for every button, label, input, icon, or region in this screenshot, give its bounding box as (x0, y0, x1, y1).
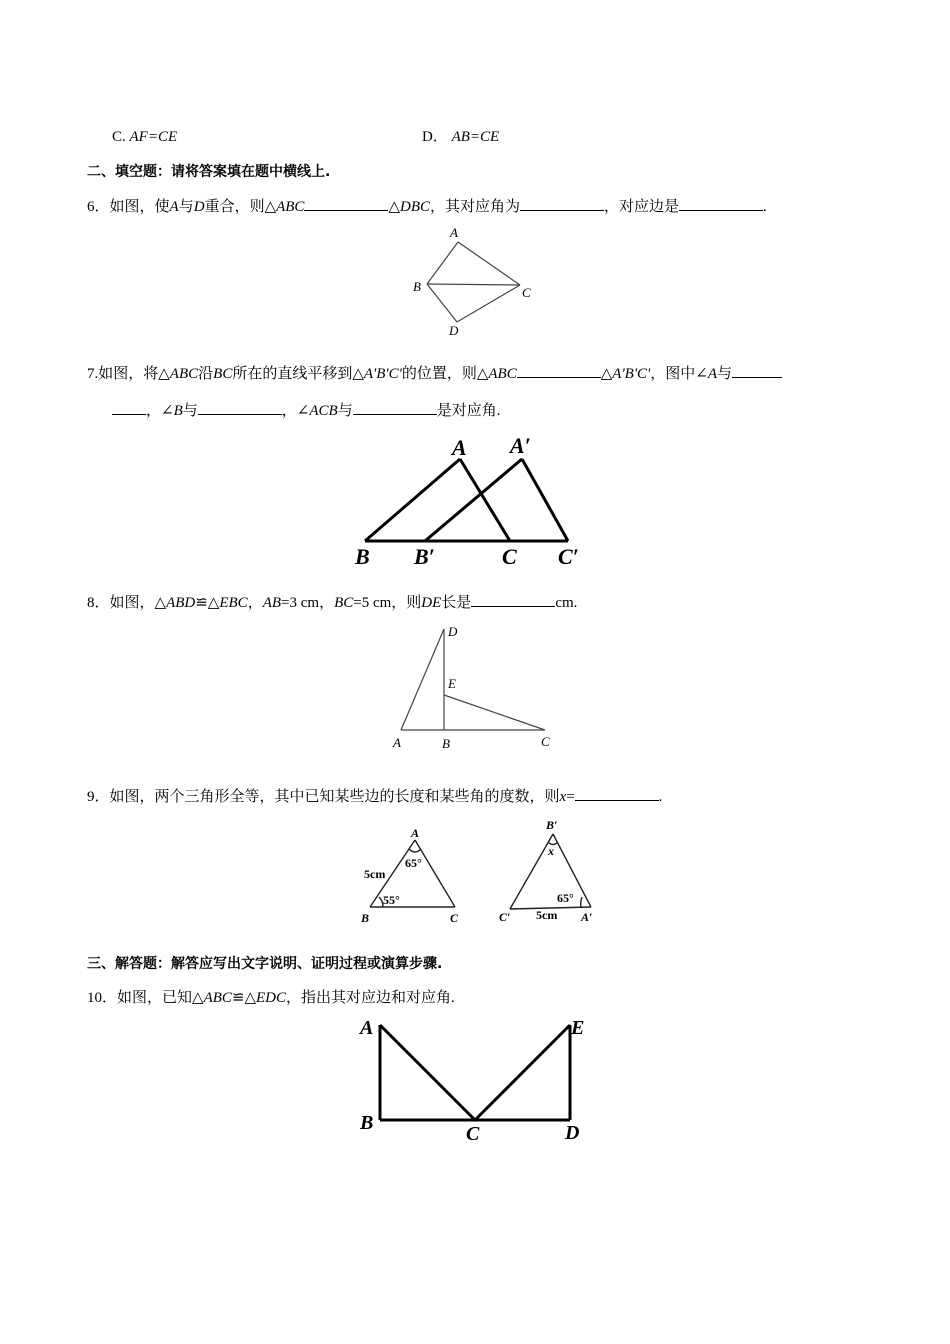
answer-blank[interactable] (732, 363, 782, 378)
var: ABC (276, 199, 305, 215)
side-length-left: 5cm (364, 867, 386, 881)
text: 与 (178, 199, 194, 215)
label-D: D (565, 1122, 580, 1144)
text: 长是 (441, 595, 472, 611)
text: ，指出其对应边和对应角. (286, 990, 455, 1006)
angle-A-prime-value: 65° (557, 891, 574, 905)
question-7-text-line-2 (112, 400, 500, 421)
angle-B-value: 55° (383, 893, 400, 907)
question-number: 8． (87, 595, 110, 611)
var: A'B'C' (612, 366, 651, 382)
var: A'B'C' (363, 366, 402, 382)
label-D: D (449, 323, 459, 338)
var: ABC (169, 366, 199, 382)
label-B-prime: B′ (414, 544, 435, 569)
var: EDC (256, 990, 287, 1006)
var: DE (421, 595, 442, 611)
answer-blank[interactable] (575, 786, 659, 801)
figure-q9 (355, 815, 605, 930)
question-number: 7. (87, 366, 99, 382)
option-text: AB=CE (451, 129, 500, 145)
text: ，其对应角为 (430, 199, 521, 215)
label-C-prime: C′ (499, 910, 511, 924)
text: 如图，两个三角形全等，其中已知某些边的长度和某些角的度数，则 (109, 789, 560, 805)
var: A (169, 199, 179, 215)
var: ABD (166, 595, 196, 611)
text: cm. (555, 595, 578, 611)
var: ABC (203, 990, 232, 1006)
text: 的位置，则△ (401, 366, 489, 382)
section-heading-solve: 三、解答题：解答应写出文字说明、证明过程或演算步骤. (87, 956, 443, 972)
var: DBC (400, 199, 430, 215)
text: ，∠ (146, 403, 174, 419)
question-6-text (87, 196, 767, 217)
answer-blank[interactable] (112, 400, 146, 415)
angle-x: x (548, 844, 554, 858)
text: ，图中∠ (650, 366, 708, 382)
var: AB (262, 595, 282, 611)
text: 与 (717, 366, 733, 382)
answer-blank[interactable] (517, 363, 601, 378)
angle-A-value: 65° (405, 856, 422, 870)
text: ，对应边是 (604, 199, 680, 215)
label-A-prime: A′ (510, 433, 531, 458)
answer-blank[interactable] (520, 196, 604, 211)
text: 所在的直线平移到△ (232, 366, 364, 382)
answer-blank[interactable] (471, 592, 555, 607)
question-7-text-line-1 (87, 363, 782, 384)
question-number: 9． (87, 789, 110, 805)
label-B: B (442, 736, 450, 751)
answer-blank[interactable] (198, 400, 282, 415)
label-A-prime: A′ (581, 910, 593, 924)
label-C: C (466, 1123, 480, 1145)
var: x (559, 789, 567, 805)
text: 如图，已知△ (117, 990, 204, 1006)
text: = (566, 789, 575, 805)
text: 重合，则△ (204, 199, 277, 215)
question-number: 6． (87, 199, 110, 215)
label-A: A (411, 826, 420, 840)
text: 如图，使 (109, 199, 170, 215)
text: ≌△ (231, 990, 257, 1006)
label-E: E (448, 676, 456, 691)
label-B: B (413, 279, 421, 294)
option-label: D． (422, 129, 448, 145)
label-B: B (361, 911, 370, 925)
var: EBC (219, 595, 248, 611)
question-number: 10． (87, 990, 118, 1006)
q5-option-d (422, 127, 499, 147)
label-C: C (502, 544, 517, 569)
figure-q8 (385, 620, 565, 760)
option-label: C. (112, 129, 126, 145)
text: △ (388, 199, 400, 215)
question-9-text (87, 786, 662, 807)
label-A: A (452, 435, 467, 460)
figure-q10 (355, 1010, 600, 1150)
answer-blank[interactable] (679, 196, 763, 211)
side-length-right: 5cm (536, 908, 558, 922)
label-B-prime: B′ (546, 818, 558, 832)
var: A (707, 366, 717, 382)
var: ABC (488, 366, 517, 382)
text: ， (247, 595, 263, 611)
label-D: D (448, 624, 458, 639)
label-E: E (571, 1017, 585, 1039)
question-10-text (87, 988, 455, 1008)
text: 是对应角. (436, 403, 501, 419)
var: B (173, 403, 183, 419)
text: =5 cm，则 (353, 595, 422, 611)
text: 与 (182, 403, 198, 419)
text: △ (600, 366, 613, 382)
answer-blank[interactable] (304, 196, 388, 211)
var: BC (334, 595, 354, 611)
text: . (763, 199, 767, 215)
label-B: B (355, 544, 370, 569)
text: 如图，将△ (98, 366, 170, 382)
q5-option-c (112, 127, 177, 147)
var: BC (213, 366, 233, 382)
label-A: A (393, 735, 401, 750)
option-text: AF=CE (129, 129, 178, 145)
section-heading-fill-in: 二、填空题：请将答案填在题中横线上. (87, 164, 331, 180)
label-A: A (450, 225, 458, 240)
var: D (193, 199, 205, 215)
label-C: C (522, 285, 531, 300)
label-A: A (360, 1017, 374, 1039)
question-8-text (87, 592, 577, 613)
label-C-prime: C′ (558, 544, 579, 569)
label-C: C (541, 734, 550, 749)
figure-q7 (350, 430, 590, 570)
text: ≌△ (195, 595, 220, 611)
text: ，∠ (281, 403, 310, 419)
var: ACB (309, 403, 338, 419)
label-C: C (450, 911, 459, 925)
label-B: B (360, 1112, 374, 1134)
text: 与 (337, 403, 353, 419)
text: 如图，△ (109, 595, 167, 611)
text: . (658, 789, 663, 805)
text: =3 cm， (281, 595, 335, 611)
figure-q6 (405, 222, 545, 342)
text: 沿 (198, 366, 214, 382)
answer-blank[interactable] (353, 400, 437, 415)
